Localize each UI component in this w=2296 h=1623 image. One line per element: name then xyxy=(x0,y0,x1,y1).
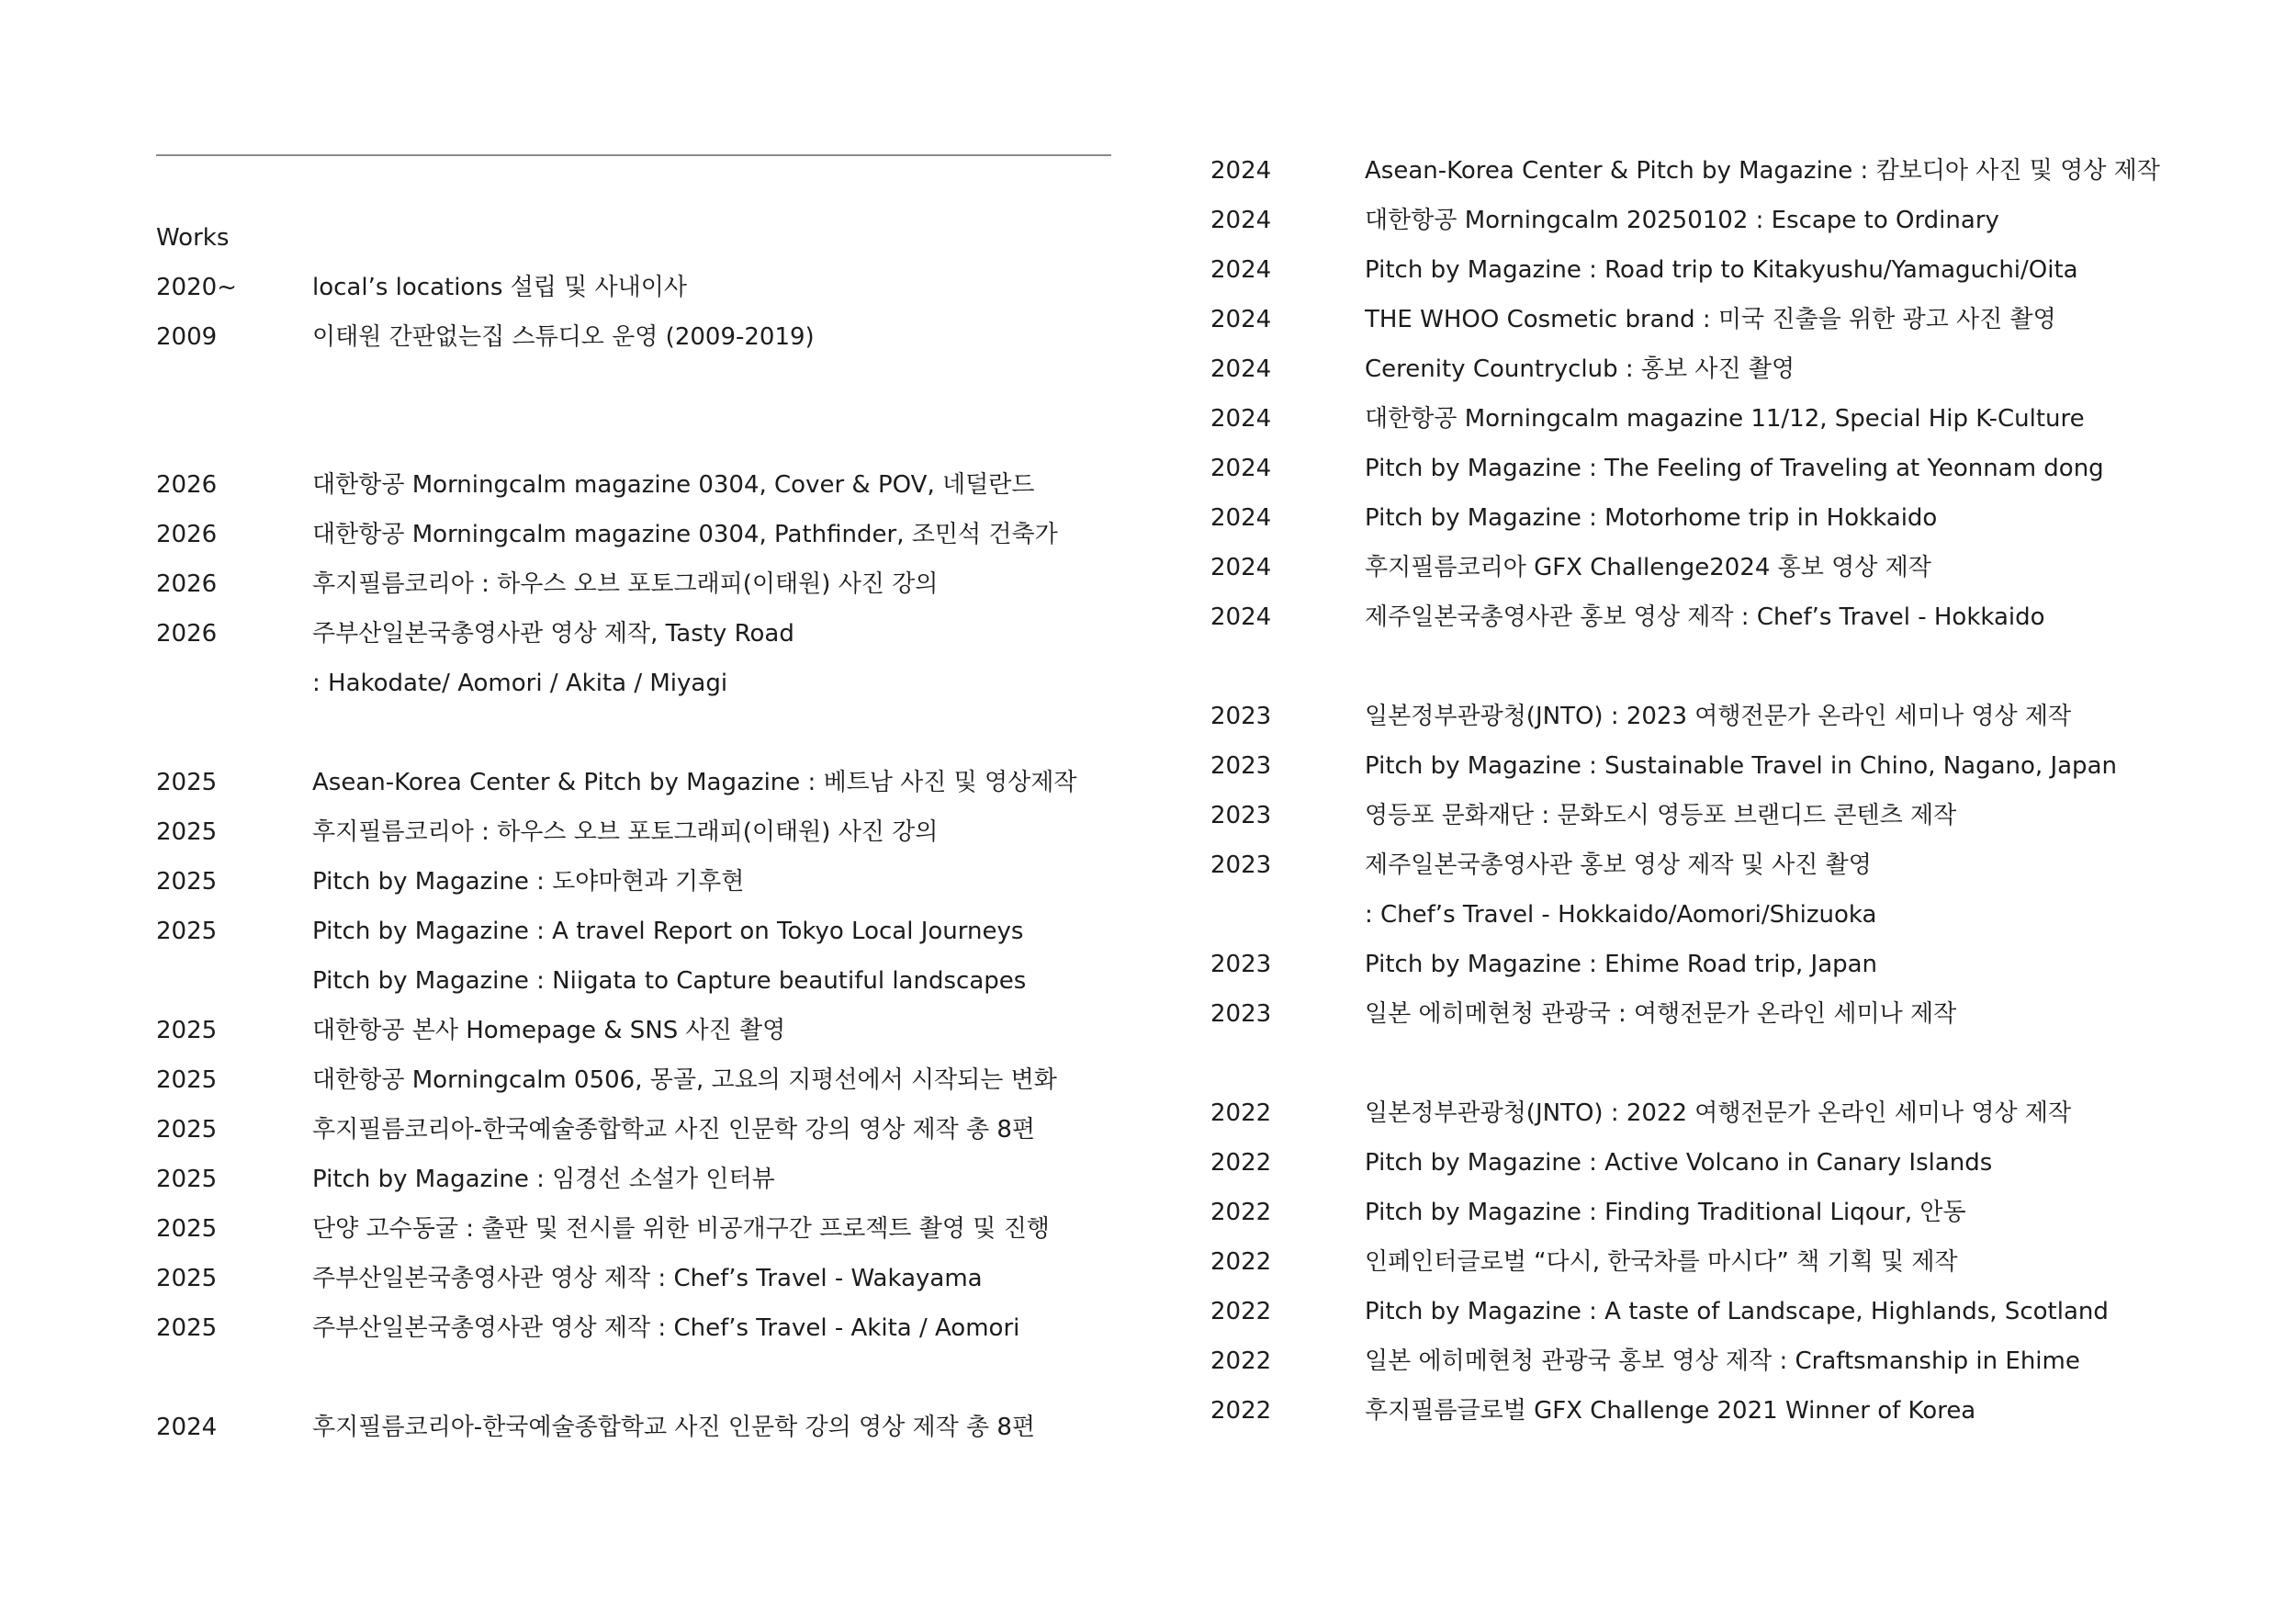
entry-year: 2020~ xyxy=(156,274,237,301)
entry-description: 일본 에히메현청 관광국 홍보 영상 제작 : Craftsmanship in Ehime xyxy=(1365,1347,2080,1375)
entry-description: 영등포 문화재단 : 문화도시 영등포 브랜디드 콘텐츠 제작 xyxy=(1365,802,1957,829)
entry-year: 2024 xyxy=(1210,603,1272,631)
entry-year: 2024 xyxy=(1210,504,1272,532)
entry-description: : Hakodate/ Aomori / Akita / Miyagi xyxy=(312,670,728,697)
entry-year: 2026 xyxy=(156,521,218,548)
entry-year: 2025 xyxy=(156,1166,218,1193)
entry-description: Pitch by Magazine : A taste of Landscape, Highlands, Scotland xyxy=(1365,1298,2109,1325)
entry-description: 주부산일본국총영사관 영상 제작, Tasty Road xyxy=(312,620,794,648)
entry-description: Pitch by Magazine : Active Volcano in Canary Islands xyxy=(1365,1149,1993,1177)
entry-description: 주부산일본국총영사관 영상 제작 : Chef’s Travel - Akita / Aomori xyxy=(312,1314,1020,1342)
entry-description: Pitch by Magazine : 임경선 소설가 인터뷰 xyxy=(312,1166,775,1193)
entry-year: 2026 xyxy=(156,570,218,598)
entry-description: 인페인터글로벌 “다시, 한국차를 마시다” 책 기획 및 제작 xyxy=(1365,1248,1958,1276)
entry-year: 2026 xyxy=(156,620,218,648)
entry-year: 2022 xyxy=(1210,1149,1272,1177)
entry-description: 후지필름코리아-한국예술종합학교 사진 인문학 강의 영상 제작 총 8편 xyxy=(312,1116,1036,1144)
entry-year: 2024 xyxy=(156,1414,218,1441)
entry-year: 2025 xyxy=(156,769,218,796)
entry-description: THE WHOO Cosmetic brand : 미국 진출을 위한 광고 사진 촬영 xyxy=(1365,306,2056,333)
entry-year: 2023 xyxy=(1210,951,1272,978)
entry-description: 단양 고수동굴 : 출판 및 전시를 위한 비공개구간 프로젝트 촬영 및 진행 xyxy=(312,1215,1050,1243)
entry-year: 2024 xyxy=(1210,355,1272,383)
entry-description: Pitch by Magazine : The Feeling of Traveling at Yeonnam dong xyxy=(1365,455,2104,482)
entry-year: 2024 xyxy=(1210,554,1272,581)
entry-description: Asean-Korea Center & Pitch by Magazine : 캄보디아 사진 및 영상 제작 xyxy=(1365,157,2160,185)
entry-year: 2025 xyxy=(156,1265,218,1292)
entry-description: 제주일본국총영사관 홍보 영상 제작 및 사진 촬영 xyxy=(1365,851,1872,879)
entry-description: Pitch by Magazine : 도야마현과 기후현 xyxy=(312,868,745,896)
entry-description: Cerenity Countryclub : 홍보 사진 촬영 xyxy=(1365,355,1795,383)
entry-year: 2025 xyxy=(156,1314,218,1342)
section-title: Works xyxy=(156,224,230,252)
entry-description: 대한항공 Morningcalm magazine 0304, Pathfinder, 조민석 건축가 xyxy=(312,521,1058,548)
entry-description: 후지필름코리아 GFX Challenge2024 홍보 영상 제작 xyxy=(1365,554,1931,581)
entry-description: 후지필름코리아 : 하우스 오브 포토그래피(이태원) 사진 강의 xyxy=(312,818,939,846)
entry-description: 후지필름코리아 : 하우스 오브 포토그래피(이태원) 사진 강의 xyxy=(312,570,939,598)
entry-description: Pitch by Magazine : Road trip to Kitakyushu/Yamaguchi/Oita xyxy=(1365,256,2078,284)
entry-description: Asean-Korea Center & Pitch by Magazine : 베트남 사진 및 영상제작 xyxy=(312,769,1077,796)
entry-description: Pitch by Magazine : Sustainable Travel in Chino, Nagano, Japan xyxy=(1365,752,2117,780)
entry-description: 이태원 간판없는집 스튜디오 운영 (2009-2019) xyxy=(312,323,815,351)
entry-year: 2025 xyxy=(156,868,218,896)
entry-year: 2023 xyxy=(1210,1000,1272,1028)
entry-year: 2025 xyxy=(156,1215,218,1243)
entry-description: Pitch by Magazine : Finding Traditional Liqour, 안동 xyxy=(1365,1199,1966,1226)
entry-year: 2026 xyxy=(156,471,218,499)
entry-year: 2025 xyxy=(156,818,218,846)
entry-year: 2023 xyxy=(1210,703,1272,730)
entry-year: 2025 xyxy=(156,918,218,945)
entry-year: 2022 xyxy=(1210,1397,1272,1425)
entry-description: 후지필름코리아-한국예술종합학교 사진 인문학 강의 영상 제작 총 8편 xyxy=(312,1414,1036,1441)
entry-year: 2023 xyxy=(1210,802,1272,829)
entry-description: 대한항공 Morningcalm 0506, 몽골, 고요의 지평선에서 시작되는 변화 xyxy=(312,1066,1057,1094)
entry-description: 일본 에히메현청 관광국 : 여행전문가 온라인 세미나 제작 xyxy=(1365,1000,1957,1028)
entry-description: 대한항공 Morningcalm magazine 0304, Cover & POV, 네덜란드 xyxy=(312,471,1035,499)
entry-description: Pitch by Magazine : Motorhome trip in Hokkaido xyxy=(1365,504,1938,532)
entry-description: 제주일본국총영사관 홍보 영상 제작 : Chef’s Travel - Hokkaido xyxy=(1365,603,2045,631)
entry-description: : Chef’s Travel - Hokkaido/Aomori/Shizuoka xyxy=(1365,901,1877,929)
entry-year: 2025 xyxy=(156,1116,218,1144)
entry-year: 2022 xyxy=(1210,1298,1272,1325)
entry-description: local’s locations 설립 및 사내이사 xyxy=(312,274,687,301)
entry-year: 2025 xyxy=(156,1066,218,1094)
entry-year: 2022 xyxy=(1210,1347,1272,1375)
entry-description: Pitch by Magazine : A travel Report on Tokyo Local Journeys xyxy=(312,918,1024,945)
entry-description: 대한항공 본사 Homepage & SNS 사진 촬영 xyxy=(312,1017,786,1044)
entry-description: 대한항공 Morningcalm 20250102 : Escape to Ordinary xyxy=(1365,207,1999,234)
entry-year: 2024 xyxy=(1210,455,1272,482)
entry-description: 대한항공 Morningcalm magazine 11/12, Special Hip K-Culture xyxy=(1365,405,2085,433)
entry-description: 일본정부관광청(JNTO) : 2022 여행전문가 온라인 세미나 영상 제작 xyxy=(1365,1099,2072,1127)
entry-year: 2024 xyxy=(1210,405,1272,433)
entry-year: 2024 xyxy=(1210,157,1272,185)
entry-description: Pitch by Magazine : Niigata to Capture beautiful landscapes xyxy=(312,967,1027,995)
entry-year: 2022 xyxy=(1210,1199,1272,1226)
entry-description: Pitch by Magazine : Ehime Road trip, Japan xyxy=(1365,951,1878,978)
entry-description: 일본정부관광청(JNTO) : 2023 여행전문가 온라인 세미나 영상 제작 xyxy=(1365,703,2072,730)
entry-year: 2023 xyxy=(1210,851,1272,879)
entry-description: 주부산일본국총영사관 영상 제작 : Chef’s Travel - Wakayama xyxy=(312,1265,983,1292)
entry-year: 2009 xyxy=(156,323,218,351)
entry-year: 2023 xyxy=(1210,752,1272,780)
entry-year: 2022 xyxy=(1210,1248,1272,1276)
entry-year: 2024 xyxy=(1210,207,1272,234)
entry-year: 2025 xyxy=(156,1017,218,1044)
entry-description: 후지필름글로벌 GFX Challenge 2021 Winner of Korea xyxy=(1365,1397,1976,1425)
entry-year: 2024 xyxy=(1210,256,1272,284)
entry-year: 2022 xyxy=(1210,1099,1272,1127)
entry-year: 2024 xyxy=(1210,306,1272,333)
